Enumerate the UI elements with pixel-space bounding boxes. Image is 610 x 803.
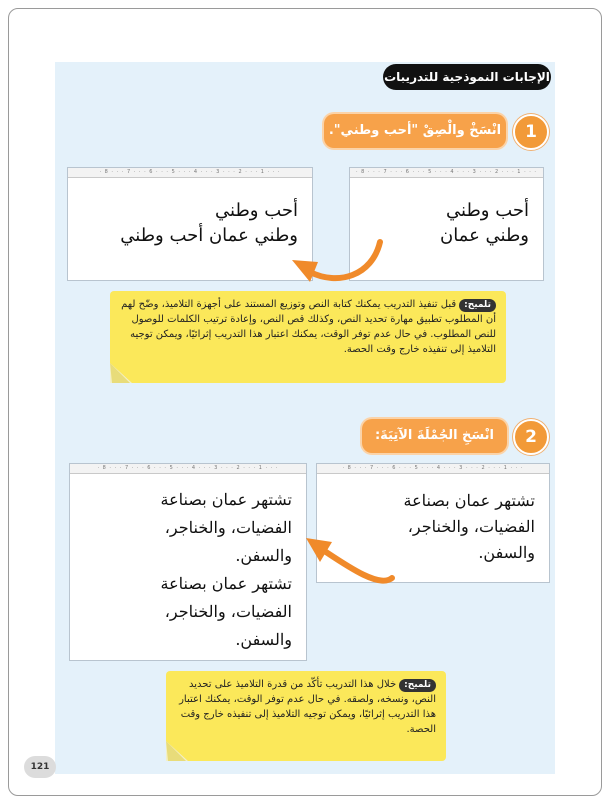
text-line: أحب وطني (446, 200, 529, 221)
text-line: الفضيات، والخناجر، (407, 517, 535, 536)
note-fold-icon (166, 741, 188, 763)
text-line: تشتهر عمان بصناعة (160, 490, 292, 509)
note-fold-icon (110, 363, 132, 385)
text-line: تشتهر عمان بصناعة (160, 574, 292, 593)
text-line: تشتهر عمان بصناعة (403, 491, 535, 510)
text-line: الفضيات، والخناجر، (164, 518, 292, 537)
text-line: والسفن. (235, 546, 292, 565)
exercise-2-result-document (69, 463, 307, 661)
document-ruler: · 8 · · · 7 · · · 6 · · · 5 · · · 4 · · · 3 · · · 2 · · · 1 · · · (70, 464, 306, 474)
tip-badge: تلميح: (459, 299, 496, 312)
exercise-2-source-text (403, 488, 535, 566)
text-line: أحب وطني (215, 200, 298, 221)
tip-badge: تلميح: (399, 679, 436, 692)
page-title: الإجابات النموذجية للتدريبات (383, 64, 551, 90)
text-line: والسفن. (478, 543, 535, 562)
arrow-1-icon (288, 236, 388, 296)
arrow-2-icon (300, 528, 400, 588)
text-line: والسفن. (235, 630, 292, 649)
exercise-2-number: 2 (513, 419, 549, 455)
exercise-2-instruction: انْسَخِ الجُمْلَةَ الآتِيَةَ: (362, 419, 507, 453)
document-ruler: · 8 · · · 7 · · · 6 · · · 5 · · · 4 · · · 3 · · · 2 · · · 1 · · · (317, 464, 549, 474)
exercise-1-tip-note (110, 291, 506, 383)
text-line: وطني عمان (439, 225, 529, 246)
tip-text: قبل تنفيذ التدريب يمكنك كتابة النص وتوزيع المستند على أجهزة التلاميذ، وضّح لهم أن المطلوب تطبيق مهارة تحديد النص، وكذلك قص النص، وإعادة ترتيب الكلمات للوصول للنص المطلوب. في حال عدم توفر الوقت، يمكنك اعتبار هذا التدريب إثرائيًا، ويمكن توجيه التلاميذ إلى تنفيذه خارج وقت الحصة. (121, 299, 496, 355)
text-line: الفضيات، والخناجر، (164, 602, 292, 621)
page-number: 121 (24, 756, 56, 778)
exercise-2-tip-note (166, 671, 446, 761)
document-ruler: · 8 · · · 7 · · · 6 · · · 5 · · · 4 · · · 3 · · · 2 · · · 1 · · · (350, 168, 543, 178)
exercise-1-source-text (440, 198, 529, 248)
text-line: وطني عمان أحب وطني (120, 225, 298, 246)
exercise-1-instruction: انْسَخْ والْصِقْ "أحب وطني". (324, 114, 506, 148)
exercise-2-result-text (160, 486, 292, 654)
tip-text: خلال هذا التدريب تأكّد من قدرة التلاميذ على تحديد النص، ونسخه، ولصقه. في حال عدم توفر الوقت، يمكنك اعتبار هذا التدريب إثرائيًا، ويمكن توجيه التلاميذ إلى تنفيذه خارج وقت الحصة. (179, 679, 436, 735)
exercise-1-result-text (120, 198, 298, 248)
exercise-1-result-document (67, 167, 313, 281)
exercise-1-number: 1 (513, 114, 549, 150)
document-ruler: · 8 · · · 7 · · · 6 · · · 5 · · · 4 · · · 3 · · · 2 · · · 1 · · · (68, 168, 312, 178)
